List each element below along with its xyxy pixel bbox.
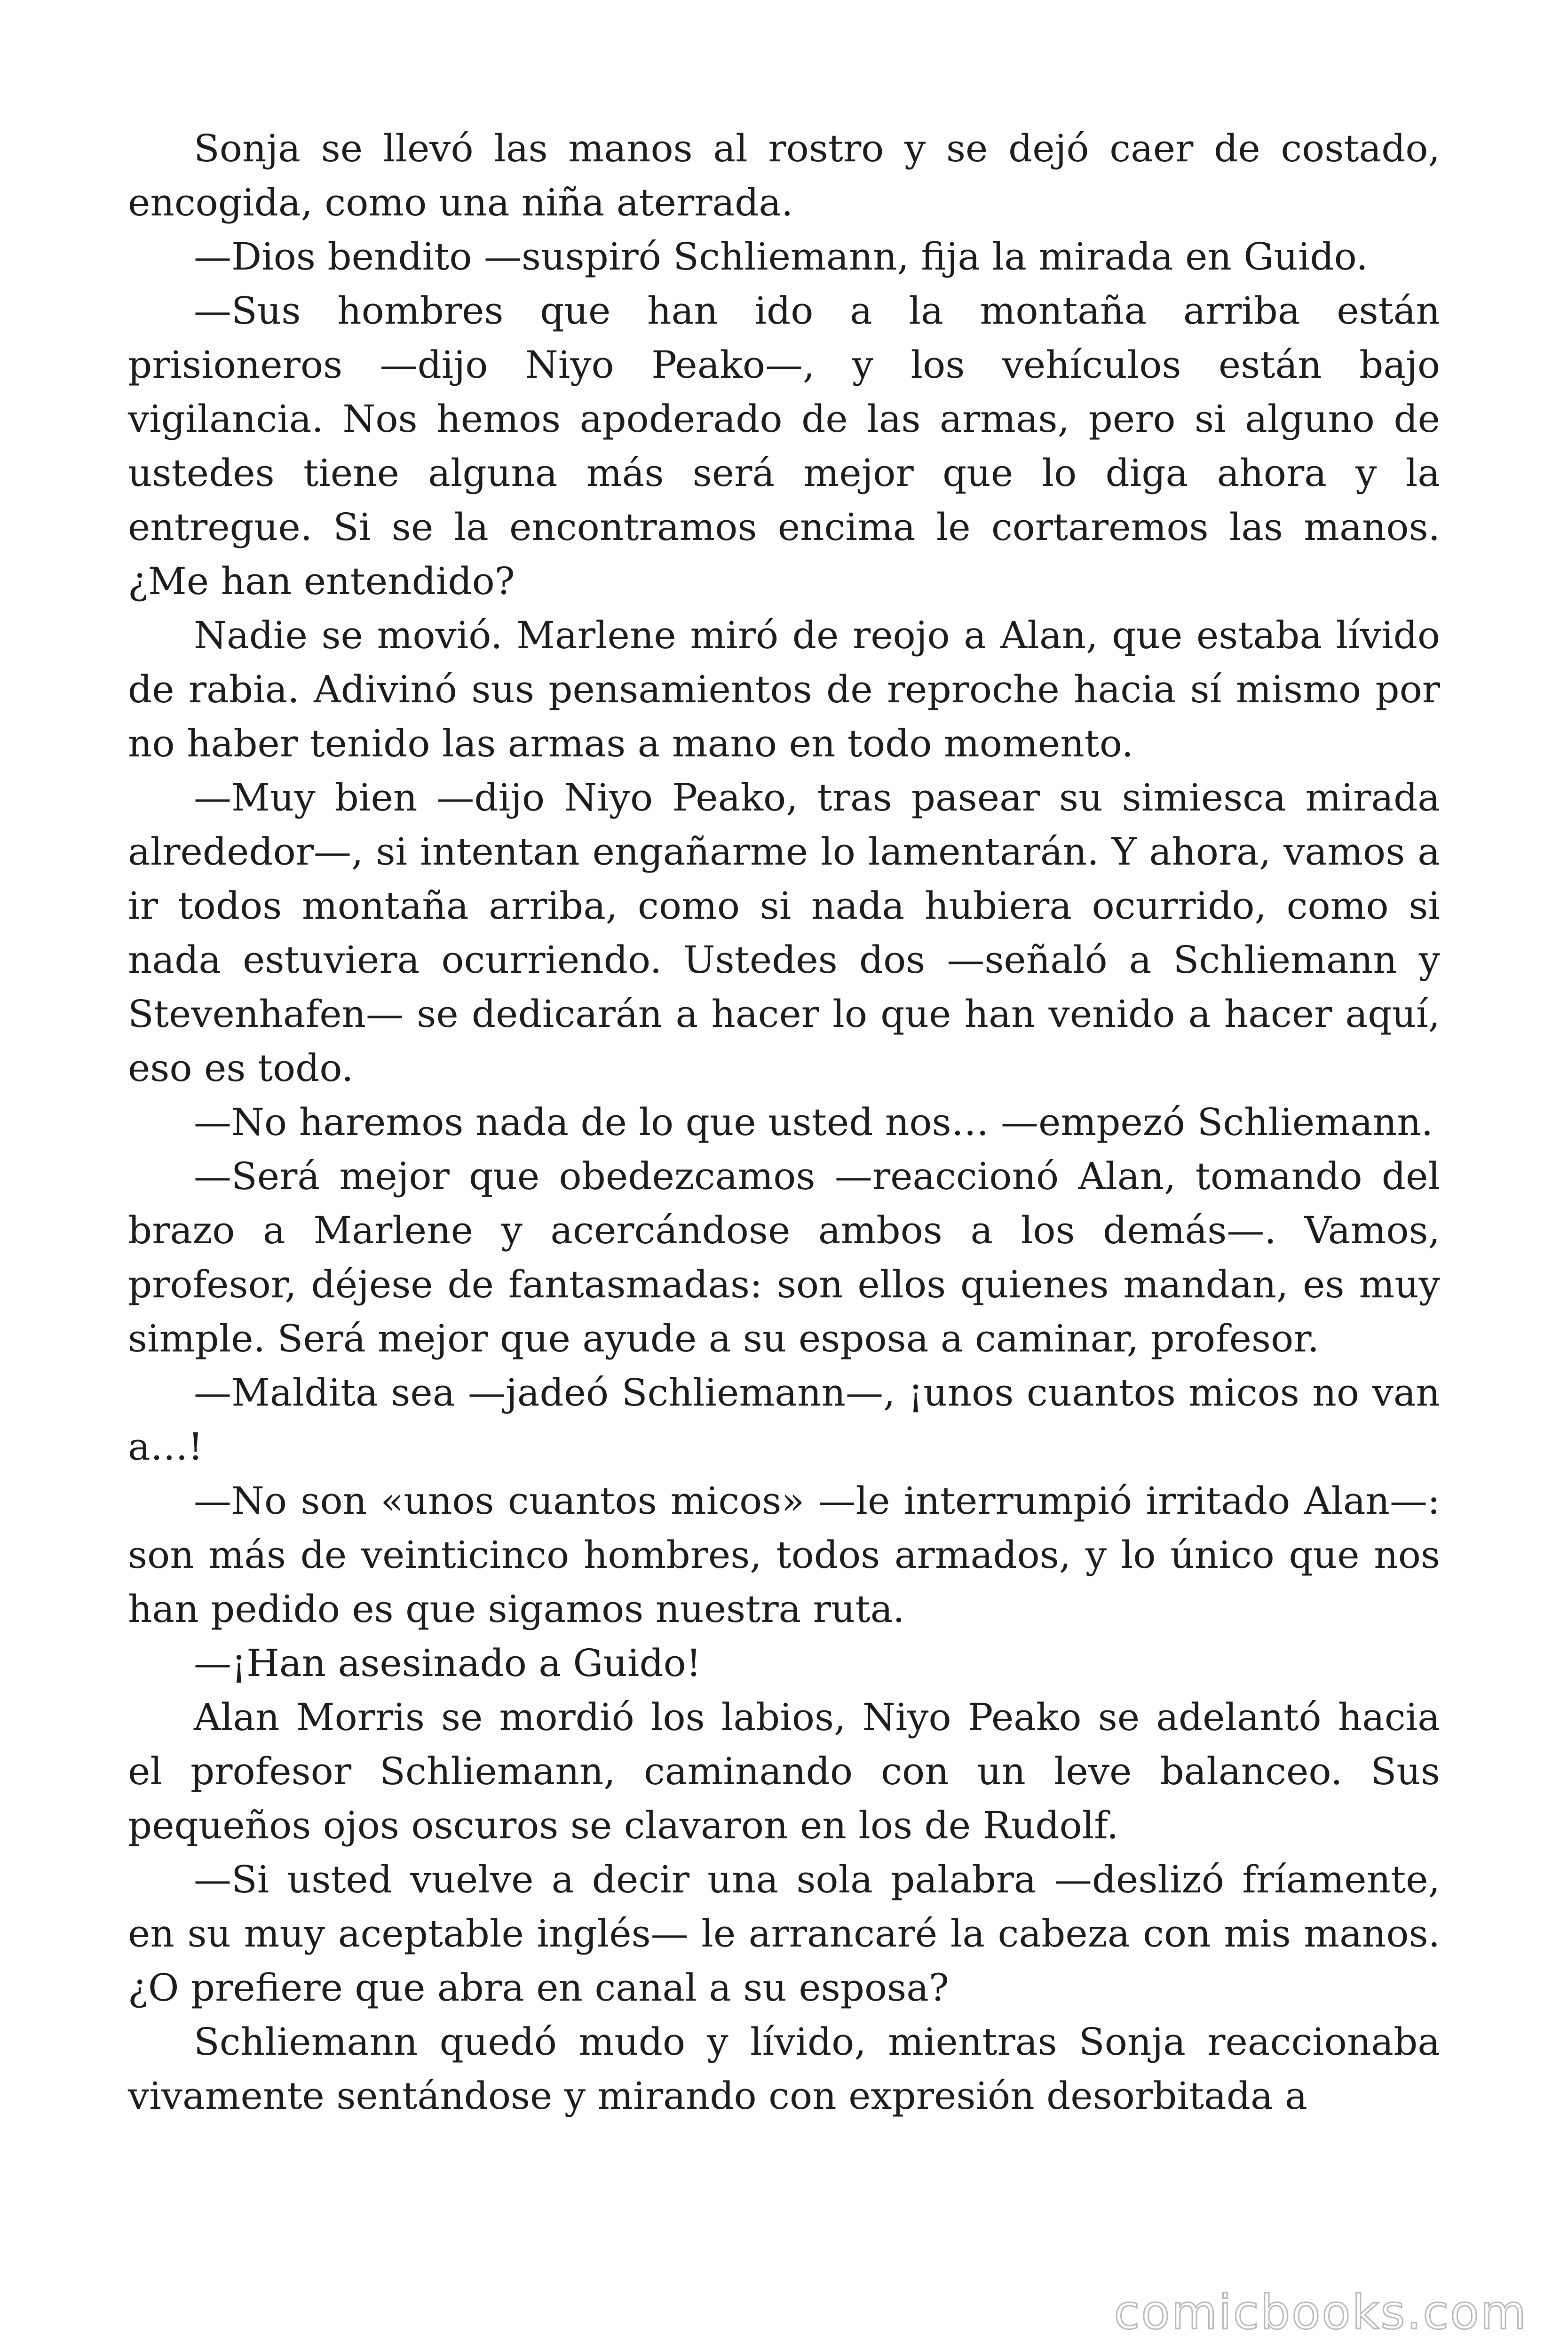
paragraph-nadie-se-movio: Nadie se movió. Marlene miró de reojo a Alan, que estaba lívido de rabia. Adivinó sus pensamientos de reproche hacia sí mismo por no haber tenido las armas a mano en todo momento. <box>128 613 1440 765</box>
paragraph-alan-morris: Alan Morris se mordió los labios, Niyo Peako se adelantó hacia el profesor Schliemann, caminando con un leve balanceo. Sus pequeños ojos oscuros se clavaron en los de Rudolf. <box>128 1695 1440 1847</box>
book-page-text <box>128 121 1440 2123</box>
paragraph-dios-bendito: —Dios bendito —suspiró Schliemann, fija la mirada en Guido. <box>194 235 1368 278</box>
paragraph-schliemann-mudo: Schliemann quedó mudo y lívido, mientras Sonja reaccionaba vivamente sentándose y mirando con expresión desorbitada a <box>128 2020 1440 2118</box>
paragraph-muy-bien: —Muy bien —dijo Niyo Peako, tras pasear su simiesca mirada alrededor—, si intentan engañarme lo lamentarán. Y ahora, vamos a ir todos montaña arriba, como si nada hubiera ocurrido, como si nada estuviera ocurriendo. Ustedes dos —señaló a Schliemann y Stevenhafen— se dedicarán a hacer lo que han venido a hacer aquí, eso es todo. <box>128 776 1440 1090</box>
paragraph-si-usted-vuelve: —Si usted vuelve a decir una sola palabra —deslizó fríamente, en su muy aceptable inglés— le arrancaré la cabeza con mis manos. ¿O prefiere que abra en canal a su esposa? <box>128 1858 1440 2010</box>
site-watermark: comicbooks.com <box>1114 2285 1528 2340</box>
paragraph-prisoners-warning: —Sus hombres que han ido a la montaña arriba están prisioneros —dijo Niyo Peako—, y los vehículos están bajo vigilancia. Nos hemos apoderado de las armas, pero si alguno de ustedes tiene alguna más será mejor que lo diga ahora y la entregue. Si se la encontramos encima le cortaremos las manos. ¿Me han entendido? <box>128 289 1440 603</box>
paragraph-han-asesinado: —¡Han asesinado a Guido! <box>194 1641 701 1685</box>
paragraph-sonja-covers-face: Sonja se llevó las manos al rostro y se dejó caer de costado, encogida, como una niña aterrada. <box>128 127 1440 224</box>
paragraph-no-haremos-nada: —No haremos nada de lo que usted nos… —empezó Schliemann. <box>194 1100 1433 1144</box>
paragraph-sera-mejor-obedezcamos: —Será mejor que obedezcamos —reaccionó Alan, tomando del brazo a Marlene y acercándose ambos a los demás—. Vamos, profesor, déjese de fantasmadas: son ellos quienes mandan, es muy simple. Será mejor que ayude a su esposa a caminar, profesor. <box>128 1154 1440 1360</box>
paragraph-maldita-sea: —Maldita sea —jadeó Schliemann—, ¡unos cuantos micos no van a…! <box>128 1371 1440 1469</box>
paragraph-unos-cuantos-micos: —No son «unos cuantos micos» —le interrumpió irritado Alan—: son más de veinticinco hombres, todos armados, y lo único que nos han pedido es que sigamos nuestra ruta. <box>128 1479 1440 1631</box>
